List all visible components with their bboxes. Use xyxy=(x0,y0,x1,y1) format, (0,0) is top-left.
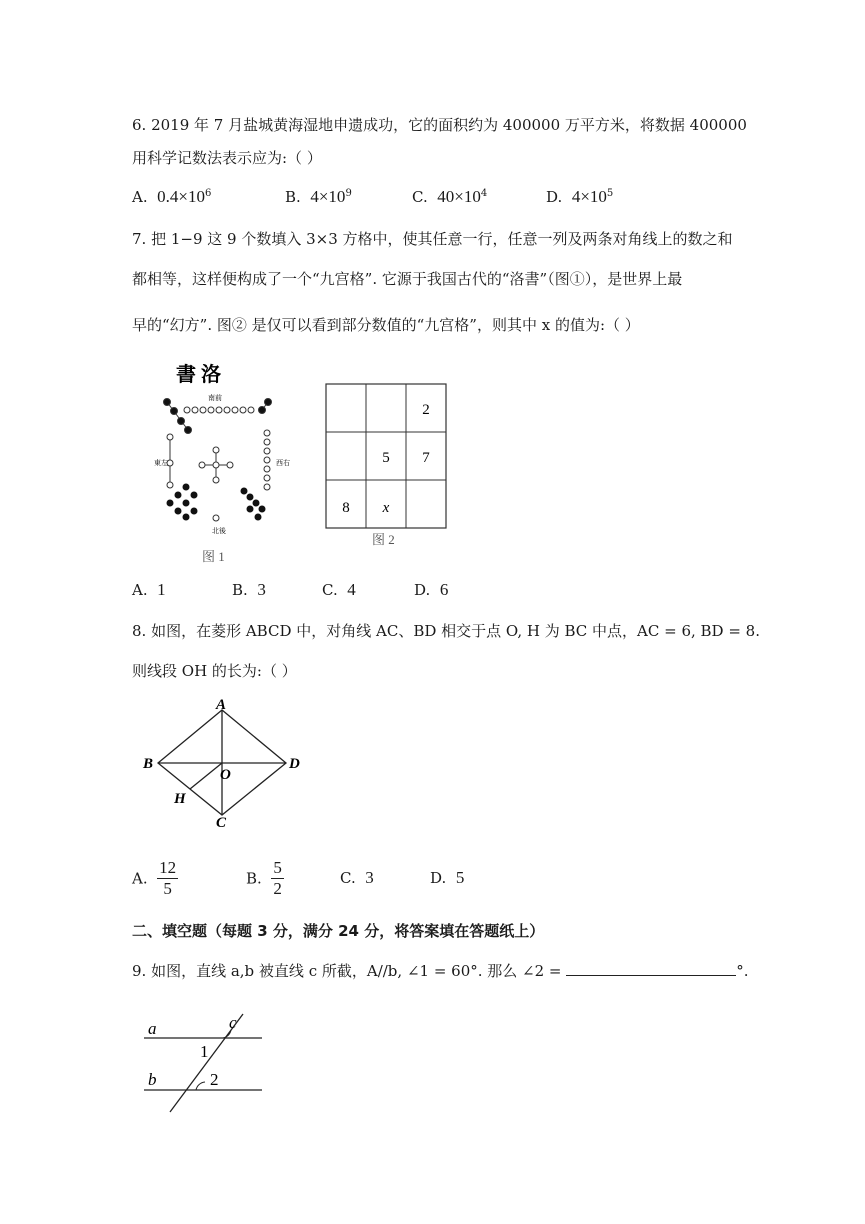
luoshu-west-label: 西右 xyxy=(276,459,290,467)
q6-option-d: D. $4\times 10^5$ xyxy=(546,187,614,206)
luoshu-south-label: 南前 xyxy=(208,394,222,402)
q8-option-b: B. $\frac{5}{2}$ xyxy=(246,858,282,898)
rhombus-figure xyxy=(140,695,310,830)
label-angle-2: 2 xyxy=(210,1070,219,1089)
q9-line: 9. 如图，直线 a,b 被直线 c 所截，A//b, ∠1 = 60°. 那么 ∠2 = °. xyxy=(132,962,749,980)
label-D: D xyxy=(289,756,300,772)
q7-option-b: B. 3 xyxy=(232,580,266,599)
q6-option-b: B. $4\times 10^9$ xyxy=(285,187,352,206)
grid-cell-2: 2 xyxy=(422,402,430,418)
luoshu-north-label: 北後 xyxy=(212,527,226,535)
luoshu-east-label: 東左 xyxy=(154,459,168,467)
dots-seven xyxy=(264,430,270,490)
section-heading: 二、填空题（每题 3 分，满分 24 分，将答案填在答题纸上） xyxy=(132,922,545,940)
dots-nine xyxy=(184,407,254,413)
dot-one xyxy=(213,515,219,521)
figure1-caption: 图 1 xyxy=(202,549,225,564)
q7-option-c: C. 4 xyxy=(322,580,356,599)
dots-eight xyxy=(167,484,198,521)
dots-five xyxy=(199,447,233,483)
dots-two xyxy=(259,399,272,414)
grid-cell-4: 5 xyxy=(382,450,390,466)
q7-option-a: A. 1 xyxy=(132,580,166,599)
nine-grid-figure xyxy=(320,380,455,550)
q8-line1: 8. 如图，在菱形 ABCD 中，对角线 AC、BD 相交于点 O, H 为 BC 中点，AC = 6, BD = 8. xyxy=(132,622,760,640)
dots-six xyxy=(241,488,266,521)
q7-line1: 7. 把 1−9 这 9 个数填入 3×3 方格中，使其任意一行，任意一列及两条对角线上的数之和 xyxy=(132,230,733,248)
figure2-caption: 图 2 xyxy=(372,532,395,547)
q8-option-a: A. $\frac{12}{5}$ xyxy=(132,858,177,898)
label-B: B xyxy=(143,756,154,772)
label-angle-1: 1 xyxy=(200,1042,209,1061)
q7-line2: 都相等，这样便构成了一个“九宫格”. 它源于我国古代的“洛書”（图①），是世界上最 xyxy=(132,270,683,288)
label-c: c xyxy=(229,1013,237,1032)
grid-cell-5: 7 xyxy=(422,450,430,466)
q6-line1: 6. 2019 年 7 月盐城黄海湿地申遗成功，它的面积约为 400000 万平方米，将数据 400000 xyxy=(132,116,747,134)
q8-line2: 则线段 OH 的长为:（ ） xyxy=(132,662,297,680)
grid-cell-7: x xyxy=(382,500,390,516)
label-b: b xyxy=(148,1070,157,1089)
answer-blank[interactable] xyxy=(566,961,736,976)
parallel-lines-figure xyxy=(140,1010,275,1115)
dots-four xyxy=(164,399,192,434)
q8-option-d: D. 5 xyxy=(430,868,465,887)
label-A: A xyxy=(216,697,227,713)
q6-option-a: A. $0.4\times 10^6$ xyxy=(132,187,212,206)
label-C: C xyxy=(216,815,227,830)
luoshu-figure xyxy=(150,355,300,565)
q6-option-c: C. $40\times 10^4$ xyxy=(412,187,488,206)
q7-line3: 早的“幻方”. 图② 是仅可以看到部分数值的“九宫格”，则其中 x 的值为:（ ） xyxy=(132,316,640,334)
q6-line2: 用科学记数法表示应为:（ ） xyxy=(132,149,322,167)
label-a: a xyxy=(148,1019,157,1038)
label-O: O xyxy=(220,767,231,783)
q8-option-c: C. 3 xyxy=(340,868,374,887)
label-H: H xyxy=(174,791,186,807)
grid-cell-6: 8 xyxy=(342,500,350,516)
q7-option-d: D. 6 xyxy=(414,580,449,599)
luoshu-title: 書 洛 xyxy=(176,364,221,386)
